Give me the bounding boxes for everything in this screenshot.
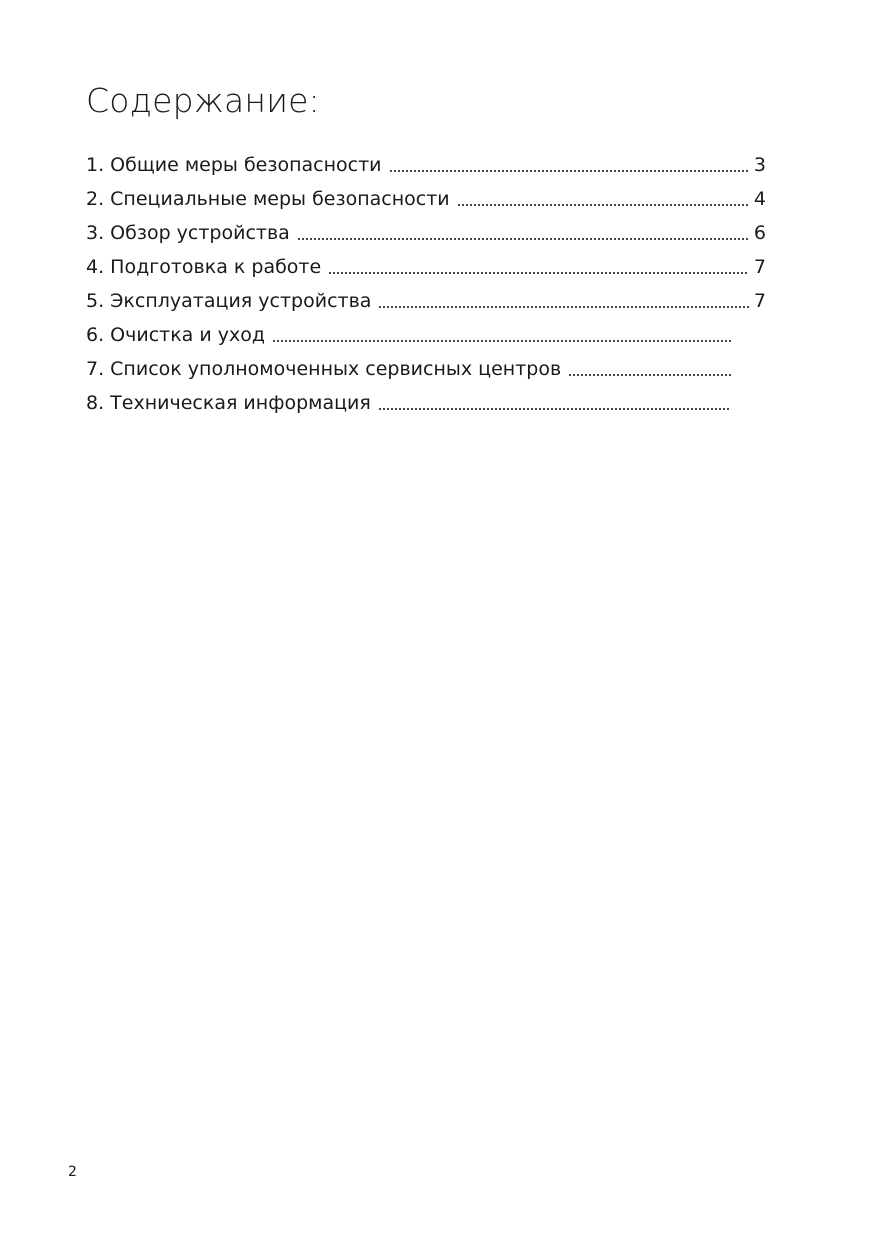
toc-item-page: 7 [753,256,766,278]
toc-dot-leader [568,374,731,376]
toc-item-6[interactable] [86,318,748,352]
toc-item-page: 4 [753,188,766,210]
toc-item-label: 1. Общие меры безопасности [86,154,382,176]
toc-item-label: 7. Список уполномоченных сервисных центров [86,358,562,380]
toc-item-label: 8. Техническая информация [86,392,371,414]
toc-item-label: 6. Очистка и уход [86,324,266,346]
toc-item-8[interactable] [86,386,748,420]
toc-item-label: 5. Эксплуатация устройства [86,290,372,312]
toc-item-7[interactable] [86,352,748,386]
toc-item-page: 3 [753,154,766,176]
toc-dot-leader [297,238,749,240]
page-number: 2 [68,1164,77,1180]
toc-item-page: 6 [753,222,766,244]
toc-dot-leader [272,340,731,342]
toc-item-label: 3. Обзор устройства [86,222,290,244]
toc-item-3[interactable] [86,216,766,250]
toc-item-label: 4. Подготовка к работе [86,256,322,278]
toc-item-1[interactable] [86,148,766,182]
toc-item-5[interactable] [86,284,766,318]
toc-item-4[interactable] [86,250,766,284]
toc-dot-leader [457,204,749,206]
toc-dot-leader [389,170,749,172]
table-of-contents [86,148,766,420]
toc-dot-leader [378,306,748,308]
toc-dot-leader [378,408,731,410]
toc-item-2[interactable] [86,182,766,216]
toc-item-label: 2. Специальные меры безопасности [86,188,450,210]
page-title: Содержание: [86,81,320,120]
toc-item-page: 7 [753,290,766,312]
toc-dot-leader [328,272,749,274]
